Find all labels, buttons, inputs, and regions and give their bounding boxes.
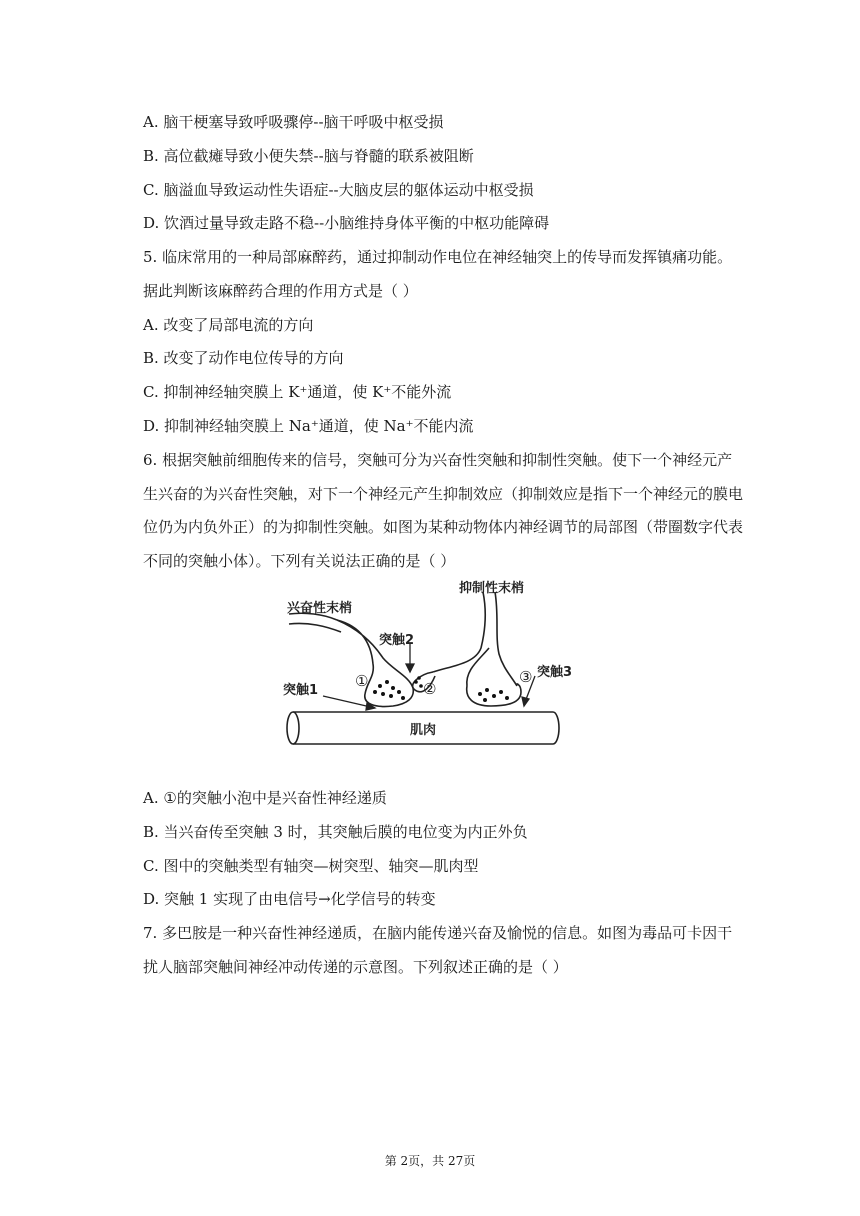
muscle-label: 肌肉 <box>410 723 437 738</box>
synapse2-label: 突触2 <box>379 633 415 648</box>
q6-stem-line3: 位仍为内负外正）的为抑制性突触。如图为某种动物体内神经调节的局部图（带圈数字代表 <box>143 518 744 536</box>
synapse3-label: 突触3 <box>537 665 573 680</box>
q6-option-a: A. ①的突触小泡中是兴奋性神经递质 <box>143 789 387 807</box>
q6-option-c: C. 图中的突触类型有轴突—树突型、轴突—肌肉型 <box>143 857 479 875</box>
q6-option-d: D. 突触 1 实现了由电信号→化学信号的转变 <box>143 890 436 908</box>
synapse1-label: 突触1 <box>283 683 319 698</box>
page-footer: 第 2页，共 27页 <box>384 1154 476 1168</box>
q6-stem-line1: 6. 根据突触前细胞传来的信号，突触可分为兴奋性突触和抑制性突触。使下一个神经元产 <box>143 451 733 469</box>
q7-stem-line2: 扰人脑部突触间神经冲动传递的示意图。下列叙述正确的是（ ） <box>143 958 568 976</box>
q6-stem-line4: 不同的突触小体）。下列有关说法正确的是（ ） <box>143 552 456 570</box>
synapse-number-1: ① <box>355 672 369 690</box>
synapse-number-2: ② <box>423 680 437 698</box>
synapse-number-3: ③ <box>519 668 533 686</box>
inhibitory-terminal-label: 抑制性末梢 <box>459 581 525 596</box>
q5-stem-line1: 5. 临床常用的一种局部麻醉药，通过抑制动作电位在神经轴突上的传导而发挥镇痛功能。 <box>143 248 733 266</box>
q5-option-d: D. 抑制神经轴突膜上 Na⁺通道，使 Na⁺不能内流 <box>143 417 474 435</box>
q5-stem-line2: 据此判断该麻醉药合理的作用方式是（ ） <box>143 282 418 300</box>
q6-option-b: B. 当兴奋传至突触 3 时，其突触后膜的电位变为内正外负 <box>143 823 528 841</box>
q4-option-d: D. 饮酒过量导致走路不稳--小脑维持身体平衡的中枢功能障碍 <box>143 214 550 232</box>
excitatory-terminal-label: 兴奋性末梢 <box>287 601 353 616</box>
q5-option-b: B. 改变了动作电位传导的方向 <box>143 349 344 367</box>
q4-option-b: B. 高位截瘫导致小便失禁--脑与脊髓的联系被阻断 <box>143 147 474 165</box>
q7-stem-line1: 7. 多巴胺是一种兴奋性神经递质，在脑内能传递兴奋及愉悦的信息。如图为毒品可卡因干 <box>143 924 733 942</box>
q4-option-a: A. 脑干梗塞导致呼吸骤停--脑干呼吸中枢受损 <box>143 113 444 131</box>
synapse-diagram <box>275 572 605 762</box>
q4-option-c: C. 脑溢血导致运动性失语症--大脑皮层的躯体运动中枢受损 <box>143 181 534 199</box>
q5-option-c: C. 抑制神经轴突膜上 K⁺通道，使 K⁺不能外流 <box>143 383 452 401</box>
q6-stem-line2: 生兴奋的为兴奋性突触，对下一个神经元产生抑制效应（抑制效应是指下一个神经元的膜电 <box>143 485 744 503</box>
q5-option-a: A. 改变了局部电流的方向 <box>143 316 314 334</box>
